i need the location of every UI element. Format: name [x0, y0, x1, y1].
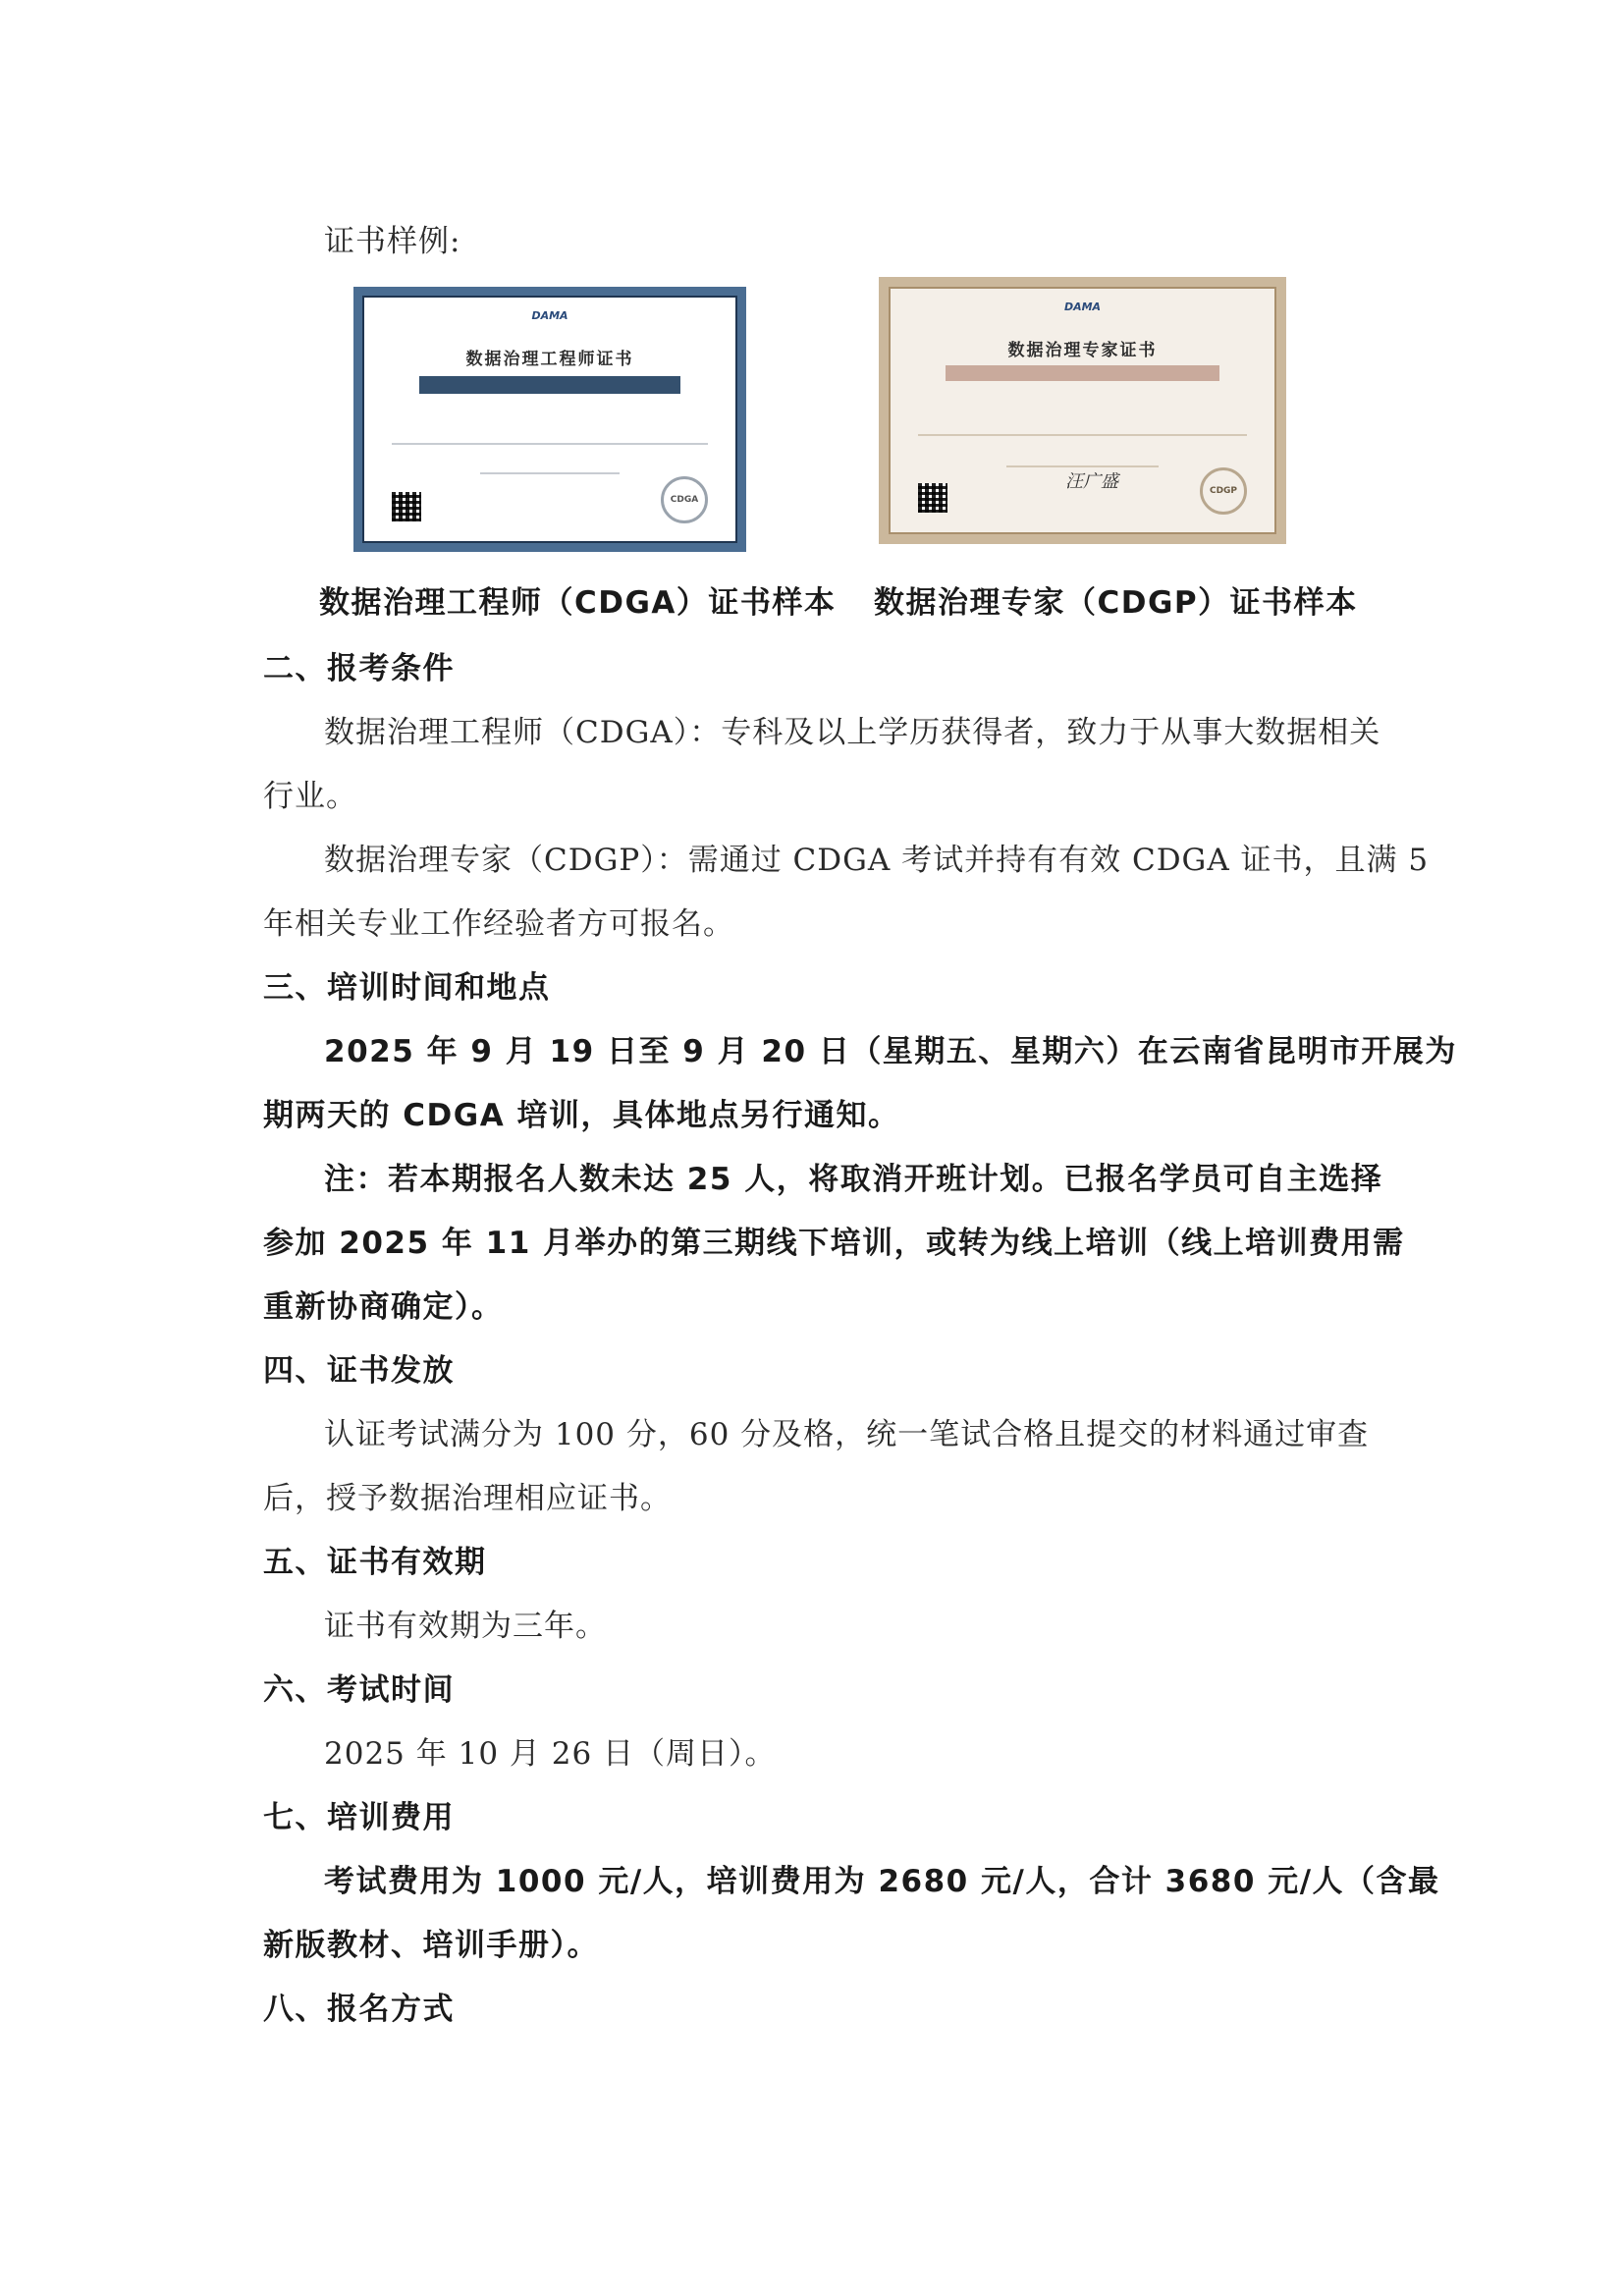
paragraph-line: 数据治理专家（CDGP）：需通过 CDGA 考试并持有有效 CDGA 证书，且满 5: [324, 843, 1430, 878]
qr-code-icon: [392, 492, 421, 521]
section-heading: 四、证书发放: [263, 1353, 455, 1389]
dama-logo: DAMA: [531, 309, 568, 322]
paragraph-line: 重新协商确定）。: [263, 1289, 504, 1325]
qr-code-icon: [918, 483, 947, 513]
section-heading: 五、证书有效期: [263, 1545, 487, 1580]
paragraph-line: 数据治理工程师（CDGA）：专科及以上学历获得者，致力于从事大数据相关: [324, 715, 1381, 750]
cdgp-certificate-title: 数据治理专家证书: [1007, 341, 1158, 360]
certificate-text-line: [918, 434, 1247, 436]
paragraph-line: 期两天的 CDGA 培训，具体地点另行通知。: [263, 1098, 900, 1133]
signature: 汪广盛: [1065, 471, 1118, 492]
paragraph-line: 后，授予数据治理相应证书。: [263, 1481, 672, 1516]
intro-label: 证书样例:: [324, 224, 461, 259]
cdga-caption: 数据治理工程师（CDGA）证书样本: [319, 585, 837, 621]
cdga-seal: CDGA: [661, 476, 708, 523]
section-heading: 三、培训时间和地点: [263, 970, 551, 1006]
paragraph-line: 年相关专业工作经验者方可报名。: [263, 906, 734, 942]
paragraph-line: 2025 年 9 月 19 日至 9 月 20 日（星期五、星期六）在云南省昆明市开展为: [324, 1034, 1457, 1069]
cdgp-caption: 数据治理专家（CDGP）证书样本: [874, 585, 1358, 621]
section-heading: 七、培训费用: [263, 1800, 455, 1835]
paragraph-line: 2025 年 10 月 26 日（周日）。: [324, 1736, 777, 1772]
cdgp-certificate-image: [879, 277, 1286, 544]
paragraph-line: 参加 2025 年 11 月举办的第三期线下培训，或转为线上培训（线上培训费用需: [263, 1226, 1405, 1261]
section-heading: 二、报考条件: [263, 651, 455, 686]
paragraph-line: 证书有效期为三年。: [324, 1609, 607, 1644]
certificate-text-line: [480, 472, 620, 474]
dama-logo: DAMA: [1063, 301, 1102, 313]
section-heading: 六、考试时间: [263, 1672, 455, 1708]
cdga-certificate-title: 数据治理工程师证书: [465, 350, 634, 369]
paragraph-line: 认证考试满分为 100 分，60 分及格，统一笔试合格且提交的材料通过审查: [324, 1417, 1370, 1452]
paragraph-line: 行业。: [263, 779, 357, 814]
certificate-text-line: [392, 443, 708, 445]
cdga-certificate-image: [353, 287, 746, 552]
certificate-ribbon: [419, 376, 680, 394]
section-heading: 八、报名方式: [263, 1992, 455, 2027]
paragraph-line: 新版教材、培训手册）。: [263, 1928, 599, 1963]
paragraph-line: 考试费用为 1000 元/人，培训费用为 2680 元/人，合计 3680 元/人（含最: [324, 1864, 1440, 1899]
cdgp-seal: CDGP: [1200, 467, 1247, 515]
certificate-ribbon: [946, 365, 1219, 381]
paragraph-line: 注：若本期报名人数未达 25 人，将取消开班计划。已报名学员可自主选择: [324, 1162, 1383, 1197]
